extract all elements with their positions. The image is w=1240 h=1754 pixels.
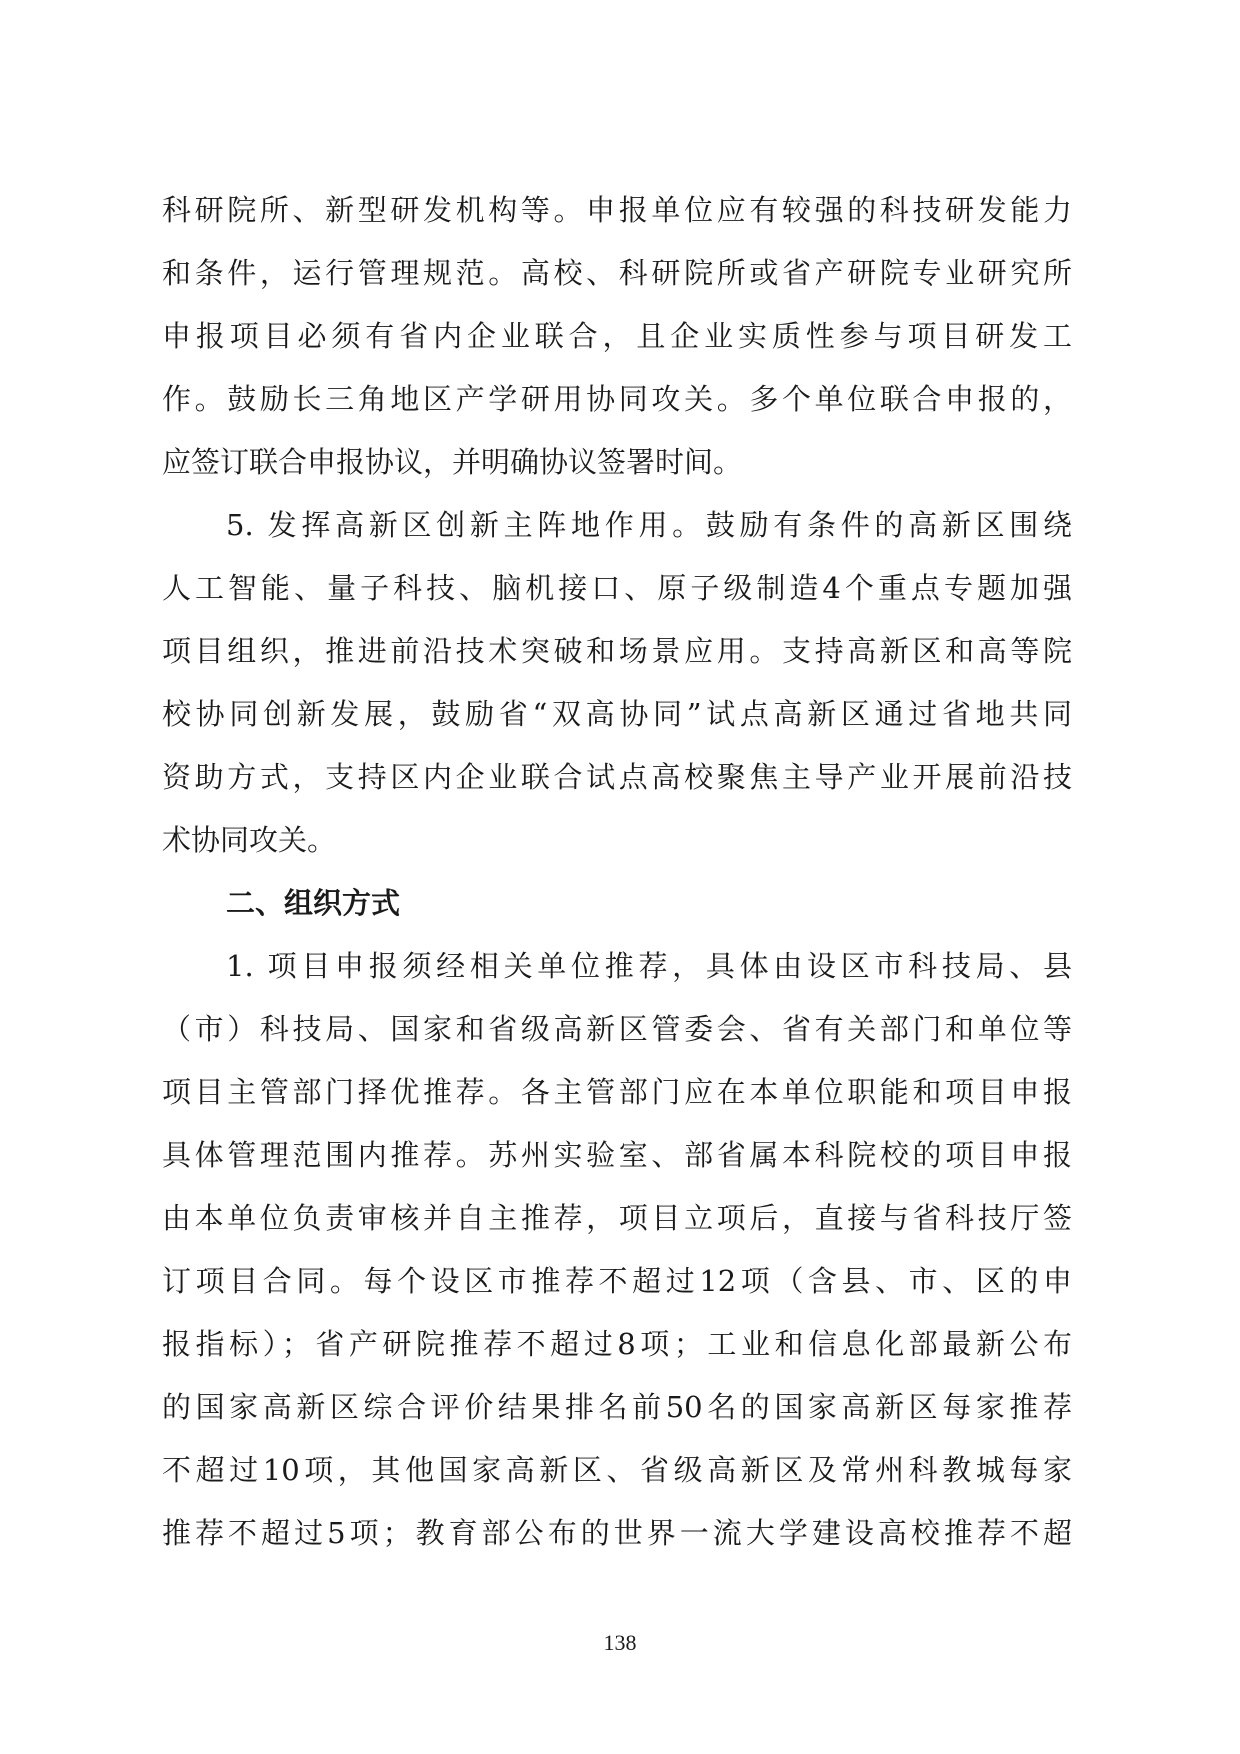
text-line: 校协同创新发展，鼓励省“双高协同”试点高新区通过省地共同 [162, 697, 1072, 731]
text-line: 和条件，运行管理规范。高校、科研院所或省产研院专业研究所 [162, 256, 1072, 290]
text-line: 由本单位负责审核并自主推荐，项目立项后，直接与省科技厅签 [162, 1201, 1072, 1235]
page-number: 138 [603, 1630, 637, 1655]
text-line: （市）科技局、国家和省级高新区管委会、省有关部门和单位等 [162, 1012, 1072, 1046]
text-line: 推荐不超过5项；教育部公布的世界一流大学建设高校推荐不超 [162, 1516, 1072, 1550]
text-line: 不超过10项，其他国家高新区、省级高新区及常州科教城每家 [162, 1453, 1072, 1487]
text-line: 项目组织，推进前沿技术突破和场景应用。支持高新区和高等院 [162, 634, 1072, 668]
text-line: 科研院所、新型研发机构等。申报单位应有较强的科技研发能力 [162, 193, 1072, 227]
text-line: 报指标）；省产研院推荐不超过8项；工业和信息化部最新公布 [162, 1327, 1072, 1361]
text-line: 资助方式，支持区内企业联合试点高校聚焦主导产业开展前沿技 [162, 760, 1072, 794]
text-line: 人工智能、量子科技、脑机接口、原子级制造4个重点专题加强 [162, 571, 1072, 605]
text-line: 订项目合同。每个设区市推荐不超过12项（含县、市、区的申 [162, 1264, 1072, 1298]
text-line: 的国家高新区综合评价结果排名前50名的国家高新区每家推荐 [162, 1390, 1072, 1424]
section-heading: 二、组织方式 [226, 886, 401, 920]
paragraph-start: 1. 项目申报须经相关单位推荐，具体由设区市科技局、县 [226, 949, 1072, 983]
text-line: 具体管理范围内推荐。苏州实验室、部省属本科院校的项目申报 [162, 1138, 1072, 1172]
text-line: 申报项目必须有省内企业联合，且企业实质性参与项目研发工 [162, 319, 1072, 353]
text-line: 应签订联合申报协议，并明确协议签署时间。 [162, 445, 743, 479]
text-line: 作。鼓励长三角地区产学研用协同攻关。多个单位联合申报的， [162, 382, 1072, 416]
paragraph-start: 5. 发挥高新区创新主阵地作用。鼓励有条件的高新区围绕 [226, 508, 1072, 542]
text-line: 项目主管部门择优推荐。各主管部门应在本单位职能和项目申报 [162, 1075, 1072, 1109]
text-line: 术协同攻关。 [162, 823, 337, 857]
